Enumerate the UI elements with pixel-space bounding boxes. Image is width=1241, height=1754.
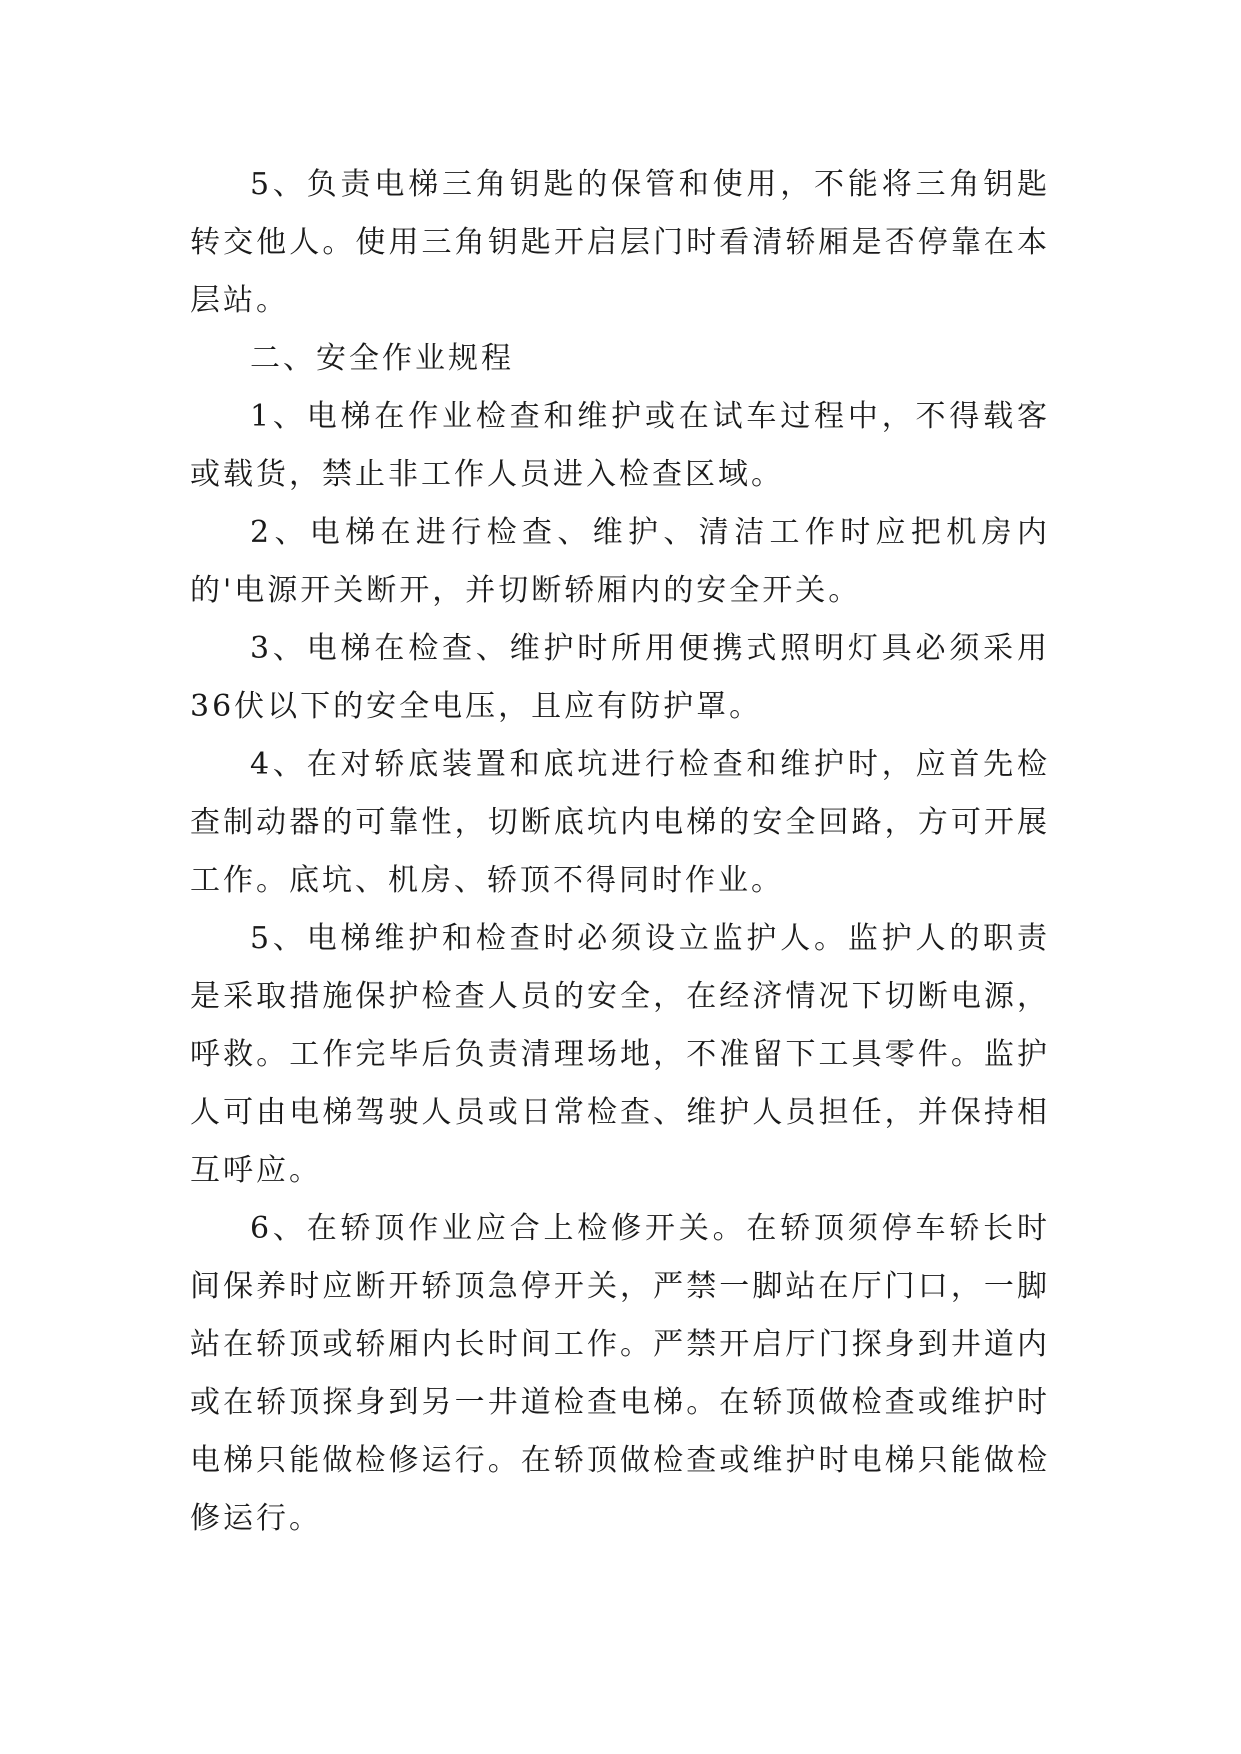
paragraph-rule-5: 5、电梯维护和检查时必须设立监护人。监护人的职责是采取措施保护检查人员的安全，在经济情况下切断电源，呼救。工作完毕后负责清理场地，不准留下工具零件。监护人可由电梯驾驶人员或日常检查、维护人员担任，并保持相互呼应。 xyxy=(190,921,1050,1188)
paragraph-key-custody: 5、负责电梯三角钥匙的保管和使用，不能将三角钥匙转交他人。使用三角钥匙开启层门时看清轿厢是否停靠在本层站。 xyxy=(190,167,1050,318)
document-body xyxy=(190,156,1050,1548)
paragraph-rule-4: 4、在对轿底装置和底坑进行检查和维护时，应首先检查制动器的可靠性，切断底坑内电梯的安全回路，方可开展工作。底坑、机房、轿顶不得同时作业。 xyxy=(190,747,1050,898)
section-heading-safety-procedures: 二、安全作业规程 xyxy=(250,341,514,376)
paragraph-rule-2: 2、电梯在进行检查、维护、清洁工作时应把机房内的'电源开关断开，并切断轿厢内的安全开关。 xyxy=(190,515,1050,608)
paragraph-rule-3: 3、电梯在检查、维护时所用便携式照明灯具必须采用36伏以下的安全电压，且应有防护罩。 xyxy=(190,631,1050,724)
paragraph-rule-6: 6、在轿顶作业应合上检修开关。在轿顶须停车轿长时间保养时应断开轿顶急停开关，严禁一脚站在厅门口，一脚站在轿顶或轿厢内长时间工作。严禁开启厅门探身到井道内或在轿顶探身到另一井道检查电梯。在轿顶做检查或维护时电梯只能做检修运行。在轿顶做检查或维护时电梯只能做检修运行。 xyxy=(190,1211,1050,1536)
paragraph-rule-1: 1、电梯在作业检查和维护或在试车过程中，不得载客或载货，禁止非工作人员进入检查区域。 xyxy=(190,399,1050,492)
